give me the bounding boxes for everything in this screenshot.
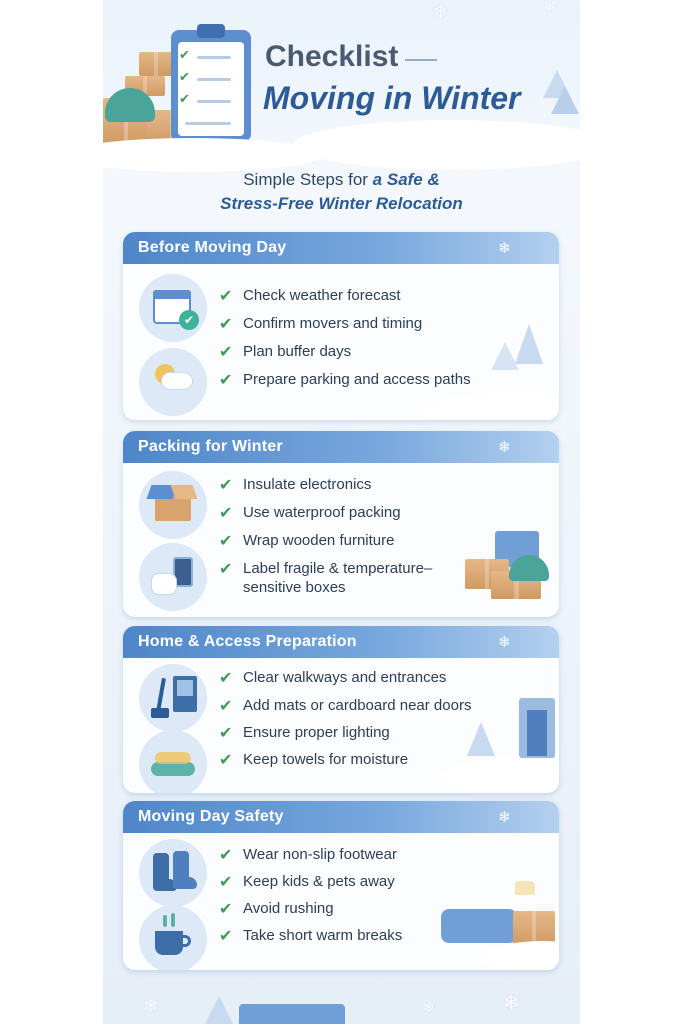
- check-icon: ✔: [219, 286, 233, 305]
- pine-tree-icon: [491, 342, 519, 370]
- pine-tree-icon: [205, 996, 233, 1024]
- snowflake-icon: ❄: [503, 990, 520, 1014]
- title-divider: [405, 59, 437, 61]
- list-item: ✔ Keep kids & pets away: [219, 872, 395, 891]
- check-icon: ✔: [219, 750, 233, 769]
- open-box-icon: [139, 471, 207, 539]
- list-item: ✔ Confirm movers and timing: [219, 314, 423, 333]
- section-card-before-moving-day: [123, 232, 559, 420]
- section-header: [123, 431, 559, 463]
- towels-icon: [139, 730, 207, 793]
- list-item: ✔ Label fragile & temperature–sensitive boxes: [219, 559, 433, 596]
- list-item: ✔ Plan buffer days: [219, 342, 352, 361]
- check-icon: ✔: [219, 559, 233, 578]
- pine-tree-icon: [551, 86, 579, 114]
- snowflake-icon: ❄: [498, 239, 511, 257]
- boots-icon: [139, 839, 207, 907]
- snowflake-icon: ❄: [423, 1000, 435, 1016]
- check-icon: ✔: [219, 668, 233, 687]
- clipboard-checklist-icon: ✔ ✔ ✔: [171, 30, 251, 142]
- check-icon: ✔: [219, 899, 233, 918]
- shovel-door-icon: [139, 664, 207, 732]
- section-card-home-access-preparation: [123, 626, 559, 793]
- title-checklist: Checklist: [265, 40, 399, 73]
- check-icon: ✔: [219, 696, 233, 715]
- calendar-check-icon: ✔: [139, 274, 207, 342]
- check-icon: ✔: [219, 531, 233, 550]
- section-header: [123, 626, 559, 658]
- check-icon: ✔: [219, 503, 233, 522]
- section-header: [123, 801, 559, 833]
- check-icon: ✔: [219, 314, 233, 333]
- list-item: ✔ Add mats or cardboard near doors: [219, 696, 472, 715]
- check-icon: ✔: [219, 370, 233, 389]
- list-item: ✔ Ensure proper lighting: [219, 723, 390, 742]
- box-bottom-icon: [239, 1004, 345, 1024]
- check-icon: ✔: [219, 723, 233, 742]
- moving-box-icon: [139, 52, 173, 76]
- list-item: ✔ Insulate electronics: [219, 475, 372, 494]
- check-icon: ✔: [219, 342, 233, 361]
- snowflake-icon: ❄: [498, 808, 511, 826]
- list-item: ✔ Avoid rushing: [219, 899, 334, 918]
- list-item: ✔ Prepare parking and access paths: [219, 370, 471, 389]
- list-item: ✔ Clear walkways and entrances: [219, 668, 447, 687]
- subtitle-emphasis: a Safe &: [372, 170, 440, 189]
- snow-drift: [483, 941, 559, 970]
- page-title: Moving in Winter: [263, 80, 521, 116]
- check-icon: ✔: [219, 926, 233, 945]
- list-item: ✔ Take short warm breaks: [219, 926, 403, 945]
- subtitle-emphasis-line2: Stress-Free Winter Relocation: [220, 194, 463, 213]
- section-title: Moving Day Safety: [138, 808, 284, 825]
- list-item: ✔ Wear non-slip footwear: [219, 845, 397, 864]
- pine-tree-icon: [467, 722, 495, 756]
- lamp-icon: [515, 881, 535, 895]
- pine-tree-icon: [515, 324, 543, 364]
- list-item: ✔ Wrap wooden furniture: [219, 531, 395, 550]
- section-card-moving-day-safety: [123, 801, 559, 970]
- check-icon: ✔: [219, 845, 233, 864]
- section-title: Packing for Winter: [138, 438, 283, 455]
- section-header: [123, 232, 559, 264]
- snow-drift: [423, 392, 559, 420]
- snowflake-icon: ❄: [498, 633, 511, 651]
- snowflake-icon: ❄: [498, 438, 511, 456]
- snowflake-icon: ❄: [433, 2, 449, 23]
- subtitle-plain: Simple Steps for: [243, 170, 373, 189]
- sun-cloud-icon: [139, 348, 207, 416]
- snowflake-icon: ❄: [143, 996, 159, 1017]
- sofa-icon: [441, 909, 517, 943]
- section-title: Before Moving Day: [138, 239, 287, 256]
- check-icon: ✔: [219, 475, 233, 494]
- list-item: ✔ Use waterproof packing: [219, 503, 401, 522]
- header: [103, 0, 580, 160]
- snowflake-icon: ❄: [543, 0, 557, 15]
- check-icon: ✔: [219, 872, 233, 891]
- subtitle: [103, 168, 580, 216]
- bubble-wrap-tablet-icon: [139, 543, 207, 611]
- snow-drift: [103, 138, 323, 172]
- snow-drift: [293, 120, 580, 170]
- infographic-poster: [103, 0, 580, 1024]
- section-title: Home & Access Preparation: [138, 633, 357, 650]
- blanket-icon: [509, 555, 549, 581]
- warm-mug-icon: [139, 905, 207, 970]
- door-icon: [527, 710, 547, 756]
- list-item: ✔ Keep towels for moisture: [219, 750, 409, 769]
- list-item: ✔ Check weather forecast: [219, 286, 401, 305]
- section-card-packing-for-winter: [123, 431, 559, 617]
